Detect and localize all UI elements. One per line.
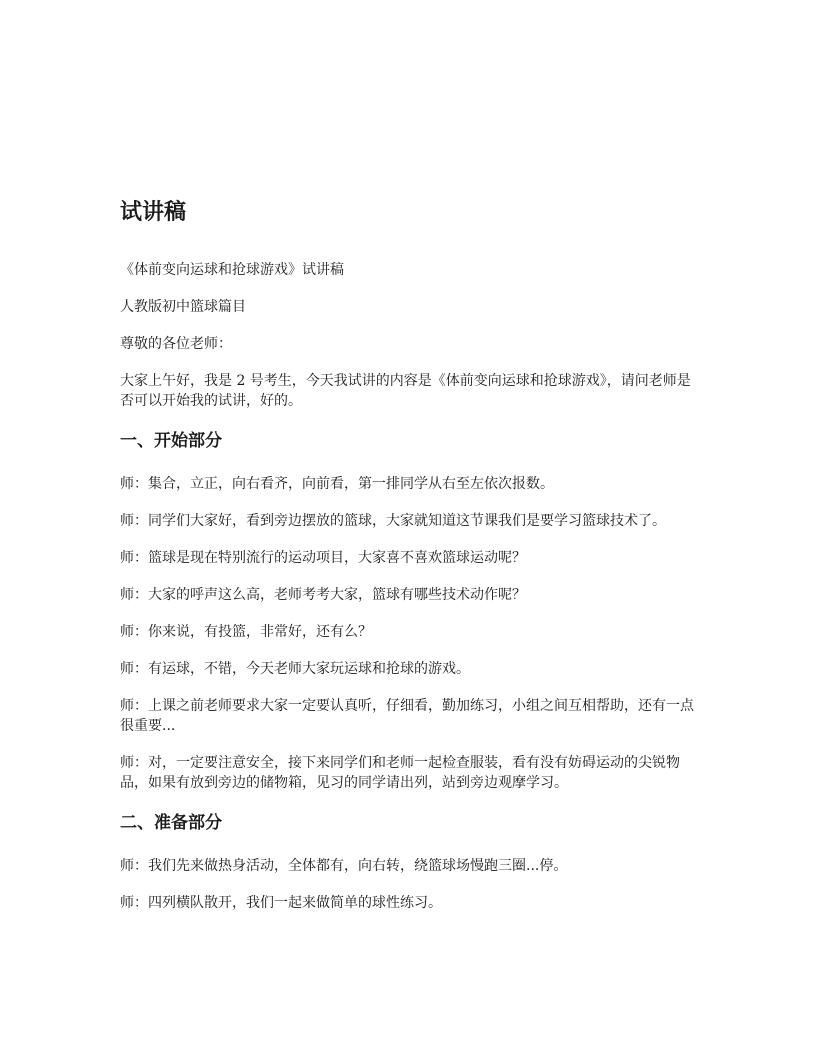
paragraph: 师：对，一定要注意安全，接下来同学们和老师一起检查服装，看有没有妨碍运动的尖锐物品，如果有放到旁边的储物箱，见习的同学请出列，站到旁边观摩学习。 (120, 755, 680, 791)
intro-opening: 大家上午好，我是 2 号考生，今天我试讲的内容是《体前变向运球和抢球游戏》，请问老师是否可以开始我的试讲，好的。 (120, 373, 691, 409)
document-page (120, 196, 700, 930)
paragraph: 师：同学们大家好，看到旁边摆放的篮球，大家就知道这节课我们是要学习篮球技术了。 (120, 513, 666, 529)
paragraph: 师：篮球是现在特别流行的运动项目，大家喜不喜欢篮球运动呢？ (120, 550, 526, 566)
paragraph: 师：我们先来做热身活动，全体都有，向右转，绕篮球场慢跑三圈...停。 (120, 858, 568, 874)
intro-textbook: 人教版初中篮球篇目 (120, 299, 246, 315)
intro-lesson-title: 《体前变向运球和抢球游戏》试讲稿 (120, 262, 344, 278)
paragraph: 师：上课之前老师要求大家一定要认真听，仔细看，勤加练习，小组之间互相帮助，还有一点很重要... (120, 698, 694, 734)
document-title: 试讲稿 (120, 200, 187, 225)
intro-greeting: 尊敬的各位老师： (120, 336, 232, 352)
section-heading-preparation: 二、准备部分 (120, 813, 222, 833)
section-heading-start: 一、开始部分 (120, 431, 222, 451)
paragraph: 师：集合，立正，向右看齐，向前看，第一排同学从右至左依次报数。 (120, 476, 554, 492)
paragraph: 师：四列横队散开，我们一起来做简单的球性练习。 (120, 895, 442, 911)
paragraph: 师：有运球，不错，今天老师大家玩运球和抢球的游戏。 (120, 661, 470, 677)
paragraph: 师：你来说，有投篮，非常好，还有么？ (120, 624, 372, 640)
paragraph: 师：大家的呼声这么高，老师考考大家，篮球有哪些技术动作呢？ (120, 587, 526, 603)
